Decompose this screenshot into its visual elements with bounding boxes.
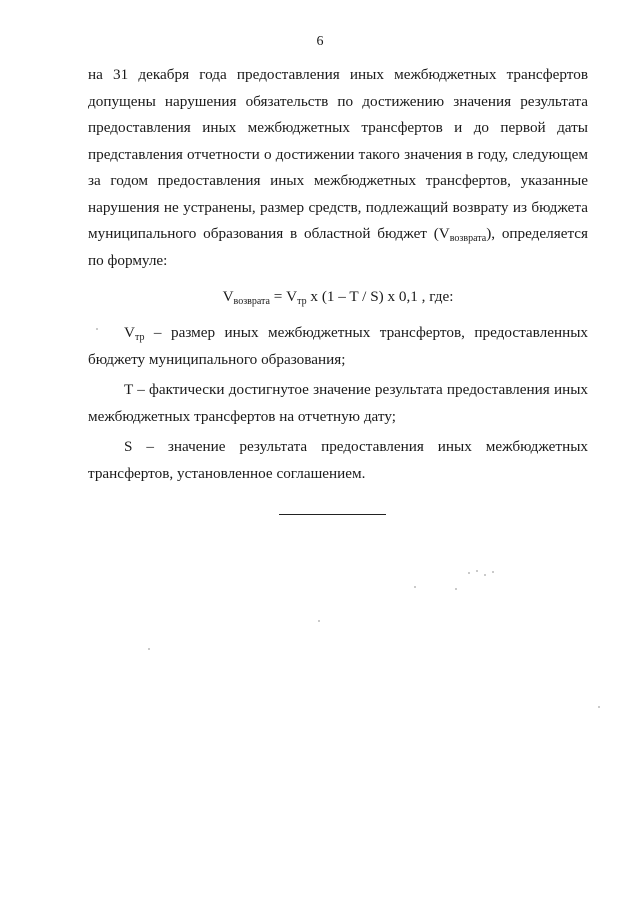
paragraph-text (88, 62, 588, 274)
paragraph-line-4: представления отчетности о достижении такого значения в году, следующем (88, 145, 588, 163)
formula (88, 284, 588, 310)
main-paragraph (88, 62, 588, 274)
definition-var: V (124, 324, 135, 341)
closing-divider-line (279, 514, 386, 515)
paragraph-line-5: за годом предоставления иных межбюджетных трансфертов, указанные (88, 172, 588, 189)
definition-vtr (88, 320, 588, 373)
scan-speck (148, 648, 150, 650)
scan-speck (455, 588, 457, 590)
scan-speck (468, 572, 470, 574)
paragraph-line-8: по формуле: (88, 251, 168, 269)
formula-eq: = V (269, 288, 298, 305)
definition-s (88, 434, 588, 487)
definition-text: T – фактически достигнутое значение результата предоставления иных межбюджетных трансфертов на отчетную дату; (88, 381, 588, 425)
paragraph-line-7-post: ), определяется (486, 225, 588, 242)
scan-speck (492, 571, 494, 573)
formula-lhs-var: V (222, 288, 234, 305)
paragraph-line-7-pre: муниципального образования в областной бюджет (V (88, 225, 450, 242)
scan-speck (476, 570, 478, 572)
page-number: 6 (316, 34, 324, 49)
formula-lhs-sub: возврата (233, 296, 270, 307)
scan-speck (598, 706, 600, 708)
scan-speck (484, 574, 486, 576)
definition-t (88, 377, 588, 430)
formula-rhs-rest: x (1 – T / S) x 0,1 , где: (306, 288, 454, 305)
paragraph-line-6: нарушения не устранены, размер средств, подлежащий возврату из бюджета (88, 198, 588, 216)
definition-text: S – значение результата предоставления иных межбюджетных трансфертов, установленное соглашением. (88, 438, 588, 482)
scan-speck (96, 328, 98, 330)
paragraph-line-2: допущены нарушения обязательств по достижению значения результата (88, 92, 588, 110)
definition-sub: тр (134, 332, 145, 343)
definition-text: – размер иных межбюджетных трансфертов, предоставленных бюджету муниципального образования; (88, 324, 588, 368)
vozvrata-subscript: возврата (449, 233, 487, 244)
scan-speck (318, 620, 320, 622)
paragraph-line-3: предоставления иных межбюджетных трансфертов и до первой даты (88, 119, 588, 136)
definitions-list (88, 320, 588, 491)
formula-rhs-sub: тр (297, 296, 307, 307)
scan-speck (414, 586, 416, 588)
paragraph-line-1: на 31 декабря года предоставления иных межбюджетных трансфертов (88, 66, 588, 83)
